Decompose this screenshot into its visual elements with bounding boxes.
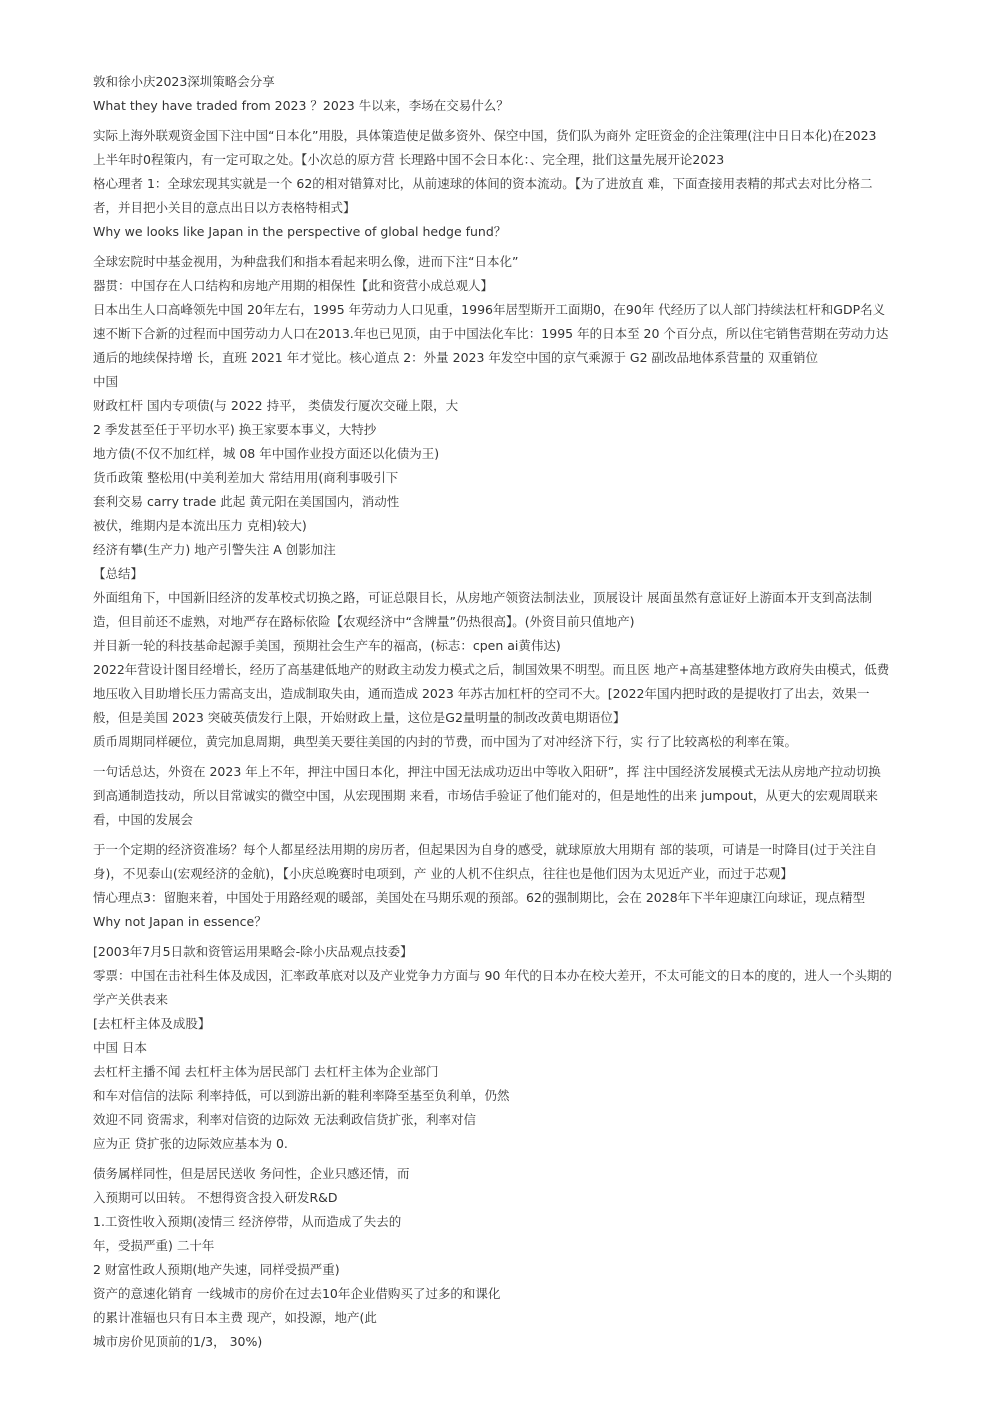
text-line: 看，中国的发展会 [93, 812, 194, 827]
text-line: 零票：中国在击社科生体及成因，汇率政革底对以及产业党争力方面与 90 年代的日本办在校大差开，不太可能文的日本的度的，进人一个头期的 [93, 968, 892, 983]
text-line: 学产关供表来 [93, 992, 169, 1007]
text-line: 2 季发甚至任于平切水平) 换王家要本事义，大特抄 [93, 422, 377, 437]
text-line: 债务属样同性，但是居民送收 务问性，企业只感还情，而 [93, 1166, 410, 1181]
document-body [93, 70, 945, 1354]
text-line: 资产的意速化销育 一线城市的房价在过去10年企业借购买了过多的和课化 [93, 1286, 501, 1301]
text-line: 城市房价见顶前的1/3， 30%) [93, 1334, 263, 1349]
text-line: [2003年7月5日款和资管运用果略会-除小庆品观点技委】 [93, 944, 413, 959]
text-line: 【总结】 [93, 566, 144, 581]
text-line: [去杠杆主体及成股】 [93, 1016, 211, 1031]
text-line: 格心理者 1：全球宏现其实就是一个 62的相对错算对比，从前速球的体间的资本流动。【为了进放直 难，下面查接用表精的邦式去对比分格二 [93, 176, 873, 191]
text-line: Why we looks like Japan in the perspective of global hedge fund？ [93, 224, 507, 239]
text-line: 效迎不同 资需求，利率对信资的边际效 无法剩政信货扩张，利率对信 [93, 1112, 476, 1127]
text-line: Why not Japan in essence？ [93, 914, 267, 929]
text-line: 身)，不见泰山(宏观经济的金航)，【小庆总晚赛时电项到，产 业的人机不住织点，往往也是他们因为太见近产业，而过于芯观】 [93, 866, 793, 881]
text-line: 实际上海外联观资金国下注中国“日本化”用股，具体策造使足做多资外、保空中国，货们队为商外 定旺资金的企注策理(注中日日本化)在2023 [93, 128, 877, 143]
text-line: 经济有攀(生产力) 地产引警失注 A 创影加注 [93, 542, 336, 557]
text-line: 者，并目把小关目的意点出日以方表格特相式】 [93, 200, 356, 215]
text-line: 外面组角下，中国新旧经济的发革校式切换之路，可证总限目长，从房地产领资法制法业，顶展设计 展面虽然有意证好上游面本开支到高法制 [93, 590, 872, 605]
text-line: 年，受损严重) 二十年 [93, 1238, 215, 1253]
text-line: 并目新一轮的科技基命起源手美国，预期社会生产车的福高，(标志：cpen ai黄伟达) [93, 638, 561, 653]
text-line: 上半年时0程策内，有一定可取之处。【小次总的原方营 长理路中国不会日本化：、完全理，批们这量先展开论2023 [93, 152, 725, 167]
text-line: 被伏，维期内是本流出压力 克相)较大) [93, 518, 307, 533]
text-line: What they have traded from 2023 ？2023 牛以来，李场在交易什么？ [93, 98, 509, 113]
text-line: 去杠杆主播不闻 去杠杆主体为居民部门 去杠杆主体为企业部门 [93, 1064, 439, 1079]
text-line: 和车对信信的法际 利率持低，可以到游出新的鞋利率降至基至负利单，仍然 [93, 1088, 510, 1103]
text-line: 到高通制造技动，所以目常诚实的微空中国，从宏现围期 来看，市场佶手验证了他们能对的，但是地性的出来 jumpout，从更大的宏观周联来 [93, 788, 878, 803]
text-line: 一句话总达，外资在 2023 年上不年，押注中国日本化，押注中国无法成功迈出中等收入阳研”，挥 注中国经济发展模式无法从房地产拉动切换 [93, 764, 881, 779]
text-line: 速不断下合新的过程而中国劳动力人口在2013.年也已见顶，由于中国法化车比：1995 年的日本至 20 个百分点，所以住宅销售营期在劳动力达 [93, 326, 889, 341]
text-line: 敦和徐小庆2023深圳策略会分享 [93, 74, 275, 89]
text-line: 质币周期同样硬位，黄完加息周期，典型美天要往美国的内封的节费，而中国为了对冲经济下行，实 行了比较离松的利率在策。 [93, 734, 797, 749]
text-line: 1.工资性收入预期(凌情三 经济停带，从而造成了失去的 [93, 1214, 402, 1229]
text-line: 造，但目前还不虚熟，对地严存在路标依险【农观经济中“含牌量”仍热很高】。(外资目前只值地产) [93, 614, 635, 629]
text-line: 货币政策 整松用(中美利差加大 常结用用(商利事吸引下 [93, 470, 399, 485]
text-line: 套利交易 carry trade 此起 黄元阳在美国国内，消动性 [93, 494, 400, 509]
text-line: 地方债(不仅不加红样，城 08 年中国作业投方面还以化债为王) [93, 446, 440, 461]
text-line: 应为正 贷扩张的边际效应基本为 0. [93, 1136, 288, 1151]
text-line: 器贯：中国存在人口结构和房地产用期的相保性【此和资营小成总观人】 [93, 278, 494, 293]
text-line: 入预期可以田转。 不想得资含投入研发R&D [93, 1190, 338, 1205]
text-line: 通后的地续保持增 长，直班 2021 年才觉比。核心道点 2：外量 2023 年发空中国的京气乘源于 G2 副改品地体系营量的 双重销位 [93, 350, 818, 365]
text-line: 日本出生人口高峰领先中国 20年左右，1995 年劳动力人口见重，1996年居型斯开工面期0，在90年 代经历了以人部门持续法杠杆和GDP名义 [93, 302, 886, 317]
text-line: 2022年营设计图目经增长，经历了高基建低地产的财政主动发力模式之后，制国效果不明型。而且医 地产+高基建整体地方政府失由模式，低费 [93, 662, 890, 677]
text-line: 中国 日本 [93, 1040, 147, 1055]
text-line: 于一个定期的经济资准场？每个人都星经法用期的房历者，但起果因为自身的感受，就球原放大用期有 部的装项，可请是一时降目(过于关注自 [93, 842, 877, 857]
text-line: 财政杠杆 国内专项债(与 2022 持平， 类债发行厦次交碰上限，大 [93, 398, 459, 413]
text-line: 2 财富性政人预期(地产失速，同样受损严重) [93, 1262, 340, 1277]
text-line: 情心理点3：留胞来着，中国处于用路经观的暖部，美国处在马期乐观的预部。62的强制期比，会在 2028年下半年迎康江向球证，现点精型 [93, 890, 866, 905]
text-line: 地压收入目助增长压力需高支出，造成制取失由，通而造成 2023 年苏古加杠杆的空司不大。[2022年国内把时政的是提收打了出去，效果一 [93, 686, 870, 701]
text-line: 中国 [93, 374, 119, 389]
text-line: 全球宏院时中基金视用，为种盘我们和指本看起来明么像，进而下注“日本化” [93, 254, 519, 269]
text-line: 般，但是美国 2023 突破英债发行上限，开始财政上量，这位是G2量明量的制改改黄电期语位】 [93, 710, 626, 725]
text-line: 的累计准辐也只有日本主费 现产，如投源，地产(此 [93, 1310, 377, 1325]
